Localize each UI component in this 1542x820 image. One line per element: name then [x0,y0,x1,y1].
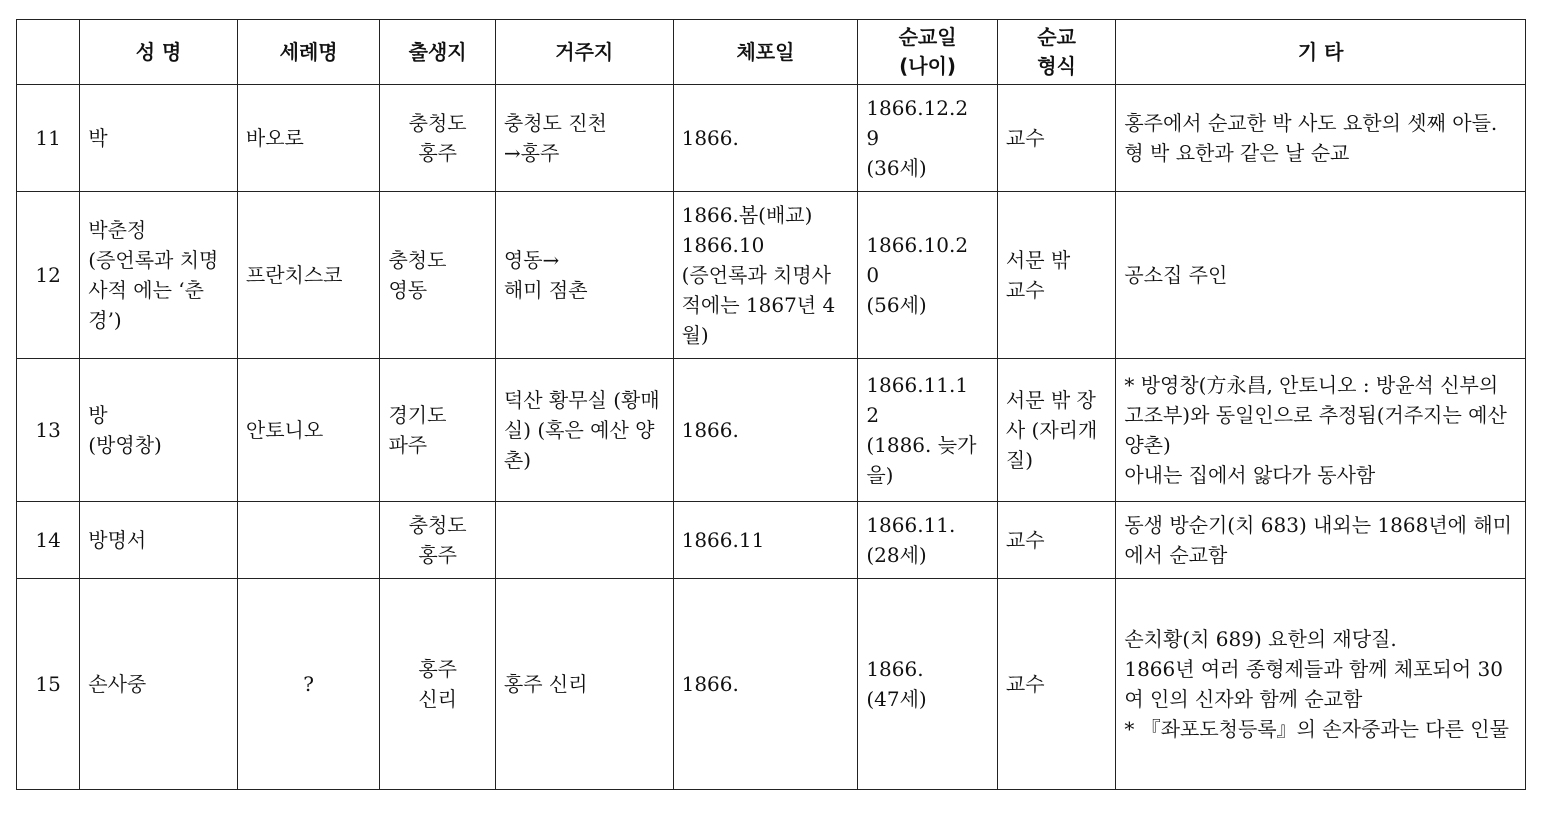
birthplace-line: 파주 [388,433,428,457]
arrest-date-cell [673,192,858,359]
martyrdom-date-line: 2 [866,403,880,427]
notes-cell [1116,579,1526,790]
baptismal-name-cell [237,359,380,502]
name-line: (증언록과 치명사적 에는 ‘춘경’) [88,248,219,332]
martyrdom-date-line: (36세) [866,156,927,180]
header-birthplace: 출생지 [380,20,495,85]
residence-cell [495,192,673,359]
residence-line: 영동→ [503,248,560,272]
name-line: 방 [88,403,108,427]
arrest-date-line: 1866.11 [681,528,765,552]
number-cell: 15 [17,579,80,790]
header-notes: 기 타 [1116,20,1526,85]
notes-cell [1116,192,1526,359]
arrest-date-line: 1866.봄(배교) [681,203,813,227]
notes-line: 홍주에서 순교한 박 사도 요한의 셋째 아들. [1124,111,1498,135]
notes-line: * 방영창(方永昌, 안토니오 : 방윤석 신부의 고조부)와 동일인으로 추정됨(거주지는 예산 양촌) [1124,373,1514,457]
name-cell [80,192,238,359]
birthplace-line: 충청도 [388,248,447,272]
martyr-table [16,19,1526,790]
martyrdom-date-cell [858,502,998,579]
martyrdom-form-line: 교수 [1005,528,1045,552]
martyrdom-date-line: (47세) [866,687,927,711]
birthplace-line: 충청도 [408,513,467,537]
residence-line: 홍주 신리 [503,672,588,696]
number-cell: 14 [17,502,80,579]
residence-line: →홍주 [503,141,560,165]
birthplace-cell [380,502,495,579]
arrest-date-line: 1866. [681,418,739,442]
residence-line: 해미 점촌 [503,278,588,302]
martyrdom-date-line: 0 [866,263,880,287]
baptismal-name-line: 안토니오 [245,418,324,442]
martyrdom-date-line: 1866.10.2 [866,233,969,257]
birthplace-line: 홍주 [418,141,457,165]
arrest-date-cell [673,359,858,502]
martyrdom-date-line: (56세) [866,293,927,317]
martyrdom-form-line: 교수 [1005,126,1045,150]
birthplace-line: 충청도 [408,111,467,135]
baptismal-name-cell [237,192,380,359]
name-line: 손사중 [88,672,147,696]
residence-line: 덕산 황무실 (황매실) (혹은 예산 양촌) [503,388,660,472]
martyrdom-form-cell [997,85,1115,192]
table-row [17,502,1526,579]
birthplace-cell [380,192,495,359]
martyrdom-form-cell [997,502,1115,579]
table-row [17,192,1526,359]
birthplace-line: 경기도 [388,403,447,427]
number-cell: 11 [17,85,80,192]
notes-line: 아내는 집에서 앓다가 동사함 [1124,463,1376,487]
name-line: 박춘정 [88,218,147,242]
name-cell [80,359,238,502]
notes-line: * 『좌포도청등록』의 손자중과는 다른 인물 [1124,717,1509,741]
baptismal-name-line: 프란치스코 [245,263,343,287]
martyrdom-date-line: (28세) [866,543,927,567]
martyrdom-date-line: 9 [866,126,880,150]
birthplace-line: 신리 [418,687,457,711]
header-form-line2: 형식 [1037,54,1076,78]
number-cell: 13 [17,359,80,502]
name-cell [80,502,238,579]
residence-cell [495,359,673,502]
table-row [17,579,1526,790]
martyrdom-form-line: 교수 [1005,672,1045,696]
arrest-date-cell [673,85,858,192]
header-name: 성 명 [80,20,238,85]
arrest-date-line: 1866. [681,126,739,150]
baptismal-name-line: 바오로 [245,126,304,150]
martyrdom-date-cell [858,359,998,502]
birthplace-cell [380,579,495,790]
notes-cell [1116,85,1526,192]
martyrdom-date-cell [858,192,998,359]
baptismal-name-line: ? [303,672,315,696]
number-cell: 12 [17,192,80,359]
baptismal-name-cell [237,579,380,790]
name-cell [80,579,238,790]
martyrdom-form-line: 교수 [1005,278,1045,302]
name-line: 박 [88,126,108,150]
table-row [17,85,1526,192]
birthplace-cell [380,359,495,502]
header-row [17,20,1526,85]
table-body [17,85,1526,790]
martyrdom-form-line: 서문 밖 장사 (자리개질) [1005,388,1098,472]
arrest-date-line: (증언록과 치명사적에는 1867년 4월) [681,263,836,347]
name-line: (방영창) [88,433,162,457]
martyrdom-form-cell [997,579,1115,790]
martyrdom-date-line: 1866.11.1 [866,373,969,397]
notes-line: 손치황(치 689) 요한의 재당질. [1124,627,1397,651]
header-martyrdom-form [997,20,1115,85]
notes-cell [1116,502,1526,579]
birthplace-cell [380,85,495,192]
martyrdom-date-cell [858,85,998,192]
arrest-date-cell [673,502,858,579]
martyrdom-form-cell [997,359,1115,502]
notes-line: 1866년 여러 종형제들과 함께 체포되어 30여 인의 신자와 함께 순교함 [1124,657,1503,711]
martyrdom-date-line: (1886. 늦가을) [866,433,977,487]
header-baptismal-name: 세례명 [237,20,380,85]
residence-cell [495,502,673,579]
header-martyrdom-line1: 순교일 [898,25,957,49]
arrest-date-line: 1866. [681,672,739,696]
header-residence: 거주지 [495,20,673,85]
header-martyrdom-date [858,20,998,85]
birthplace-line: 홍주 [418,543,457,567]
header-martyrdom-line2: (나이) [899,54,957,78]
residence-line: 충청도 진천 [503,111,607,135]
header-form-line1: 순교 [1037,25,1076,49]
martyrdom-form-line: 서문 밖 [1005,248,1071,272]
notes-cell [1116,359,1526,502]
arrest-date-line: 1866.10 [681,233,765,257]
arrest-date-cell [673,579,858,790]
header-number [17,20,80,85]
table-row [17,359,1526,502]
birthplace-line: 영동 [388,278,428,302]
residence-cell [495,579,673,790]
notes-line: 공소집 주인 [1124,263,1228,287]
notes-line: 동생 방순기(치 683) 내외는 1868년에 해미에서 순교함 [1124,513,1512,567]
name-cell [80,85,238,192]
martyrdom-date-cell [858,579,998,790]
name-line: 방명서 [88,528,147,552]
martyrdom-date-line: 1866.11. [866,513,956,537]
martyrdom-date-line: 1866.12.2 [866,96,969,120]
birthplace-line: 홍주 [418,657,457,681]
residence-cell [495,85,673,192]
baptismal-name-cell [237,85,380,192]
baptismal-name-cell [237,502,380,579]
notes-line: 형 박 요한과 같은 날 순교 [1124,141,1350,165]
martyrdom-date-line: 1866. [866,657,924,681]
martyrdom-form-cell [997,192,1115,359]
header-arrest-date: 체포일 [673,20,858,85]
